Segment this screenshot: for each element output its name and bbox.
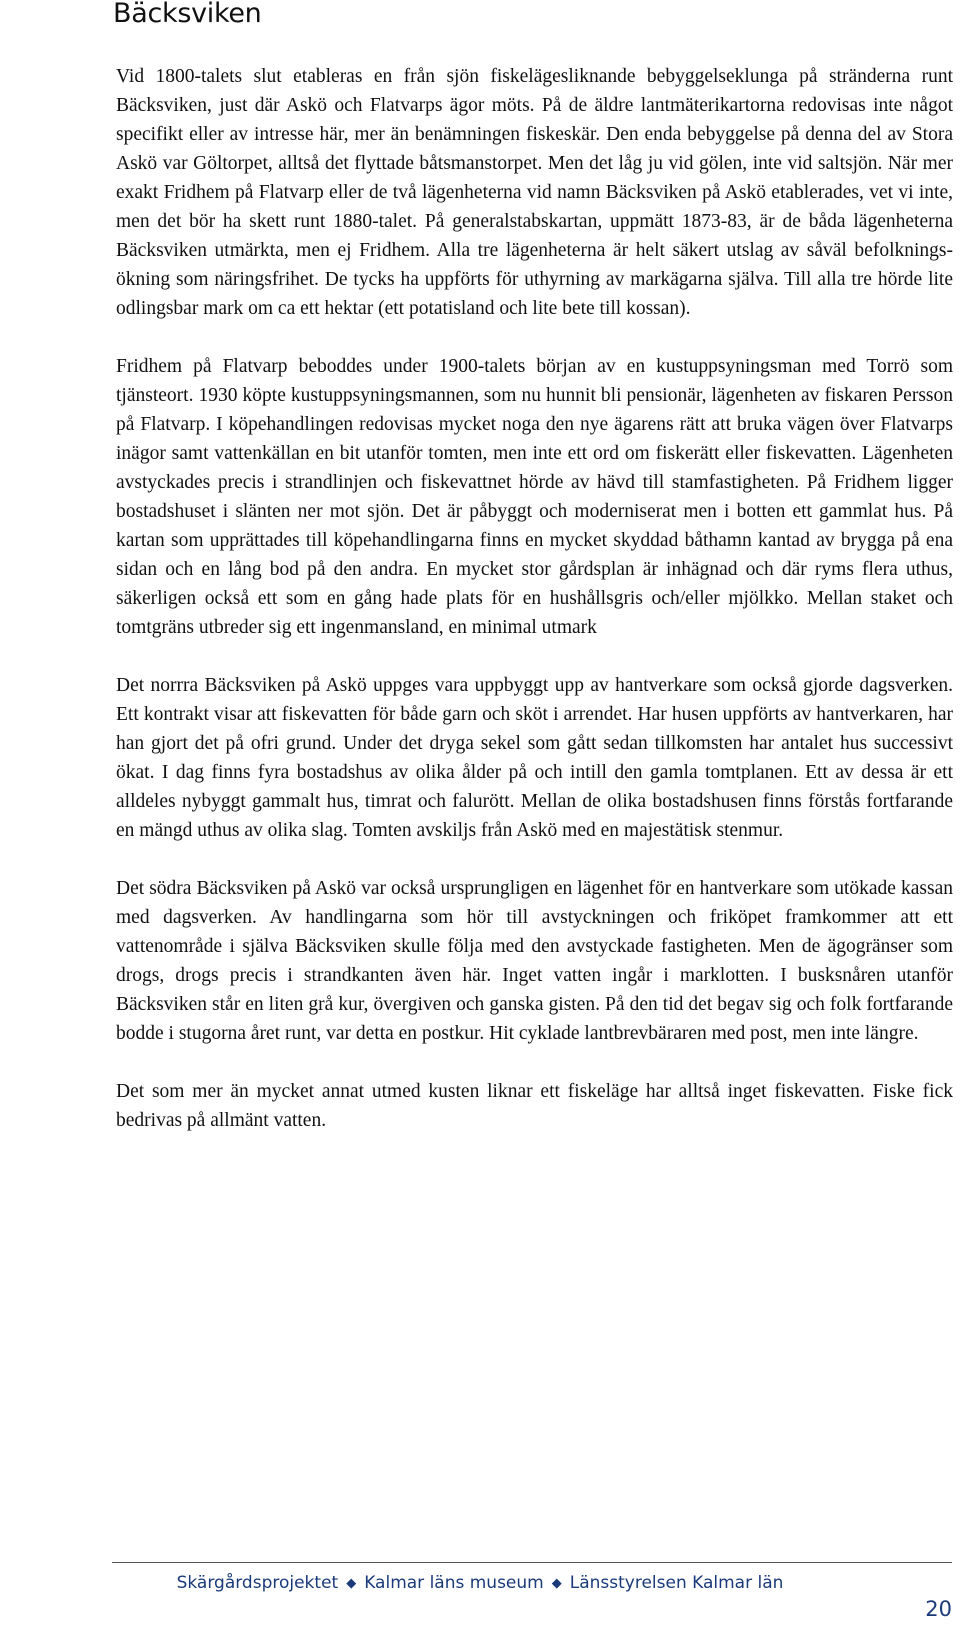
diamond-separator-icon: ◆ xyxy=(346,1576,357,1591)
page-title: Bäcksviken xyxy=(113,0,262,29)
page-number: 20 xyxy=(925,1597,952,1621)
document-body xyxy=(116,62,953,1164)
diamond-separator-icon: ◆ xyxy=(551,1576,562,1591)
footer-item-county: Länsstyrelsen Kalmar län xyxy=(569,1573,784,1593)
footer xyxy=(0,1573,960,1593)
paragraph: Vid 1800-talets slut etableras en från sjön fiskelägesliknande bebyggelseklunga på stränderna runt Bäcksviken, just där Askö och Flatvarps ägor möts. På de äldre lantmäterikartorna redovisas inte något specifikt eller av intresse här, mer än benämningen fiskeskär. Den enda bebyggelse på denna del av Stora Askö var Göltorpet, alltså det flyttade båtsmanstorpet. Men det låg ju vid gölen, inte vid saltsjön. När mer exakt Fridhem på Flatvarp eller de två lägenheterna vid namn Bäcksviken på Askö etablerades, vet vi inte, men det bör ha skett runt 1880-talet. På generalstabskartan, uppmätt 1873-83, är de båda lägenheterna Bäcksviken utmärkta, men ej Fridhem. Alla tre lägenheterna är helt säkert utslag av såväl befolknings- ökning som näringsfrihet. De tycks ha uppförts för uthyrning av markägarna själva. Till alla tre hörde lite odlingsbar mark om ca ett hektar (ett potatisland och lite bete till kossan). xyxy=(116,66,953,319)
paragraph: Det norrra Bäcksviken på Askö uppges vara uppbyggt upp av hantverkare som också gjorde dagsverken. Ett kontrakt visar att fiskevatten för både garn och sköt i arrendet. Har husen uppförts av hantverkaren, har han gjort det på ofri grund. Under det dryga sekel som gått sedan tillkomsten har antalet hus successivt ökat. I dag finns fyra bostadshus av olika ålder på och intill den gamla tomtplanen. Ett av dessa är ett alldeles nybyggt gammalt hus, timrat och falurött. Mellan de olika bostadshusen finns förstås fortfarande en mängd uthus av olika slag. Tomten avskiljs från Askö med en majestätisk stenmur. xyxy=(116,675,953,841)
paragraph: Det södra Bäcksviken på Askö var också ursprungligen en lägenhet för en hantverkare som utökade kassan med dagsverken. Av handlingarna som hör till avstyckningen och friköpet framkommer att ett vattenområde i själva Bäcksviken skulle följa med den avstyckade fastigheten. Men de ägogränser som drogs, drogs precis i strandkanten även här. Inget vatten ingår i marklotten. I busksnåren utanför Bäcksviken står en liten grå kur, övergiven och ganska gisten. På den tid det begav sig och folk fortfarande bodde i stugorna året runt, var detta en postkur. Hit cyklade lantbrevbäraren med post, men inte längre. xyxy=(116,878,953,1044)
footer-item-project: Skärgårdsprojektet xyxy=(176,1573,339,1593)
paragraph: Fridhem på Flatvarp beboddes under 1900-talets början av en kustuppsyningsman med Torrö som tjänsteort. 1930 köpte kustuppsyningsmannen, som nu hunnit bli pensionär, lägenheten av fiskaren Persson på Flatvarp. I köpehandlingen redovisas mycket noga den nye ägarens rätt att bruka vägen över Flatvarps inägor samt vattenkällan en bit utanför tomten, men inte ett ord om fiskerätt eller fiskevatten. Lägenheten avstyckades precis i strandlinjen och fiskevattnet hörde av hävd till stamfastigheten. På Fridhem ligger bostadshuset i slänten ner mot sjön. Det är påbyggt och moderniserat men i botten ett gammlat hus. På kartan som upprättades till köpehandlingarna finns en mycket skyddad båthamn kantad av brygga på ena sidan och en lång bod på den andra. En mycket stor gårdsplan är inhägnad och där ryms flera uthus, säkerligen också ett som en gång hade plats för en hushållsgris och/eller mjölkko. Mellan staket och tomtgräns utbreder sig ett ingenmansland, en minimal utmark xyxy=(116,356,953,638)
paragraph: Det som mer än mycket annat utmed kusten liknar ett fiskeläge har alltså inget fiskevatten. Fiske fick bedrivas på allmänt vatten. xyxy=(116,1081,953,1131)
footer-divider xyxy=(112,1562,952,1563)
footer-item-museum: Kalmar läns museum xyxy=(364,1573,544,1593)
